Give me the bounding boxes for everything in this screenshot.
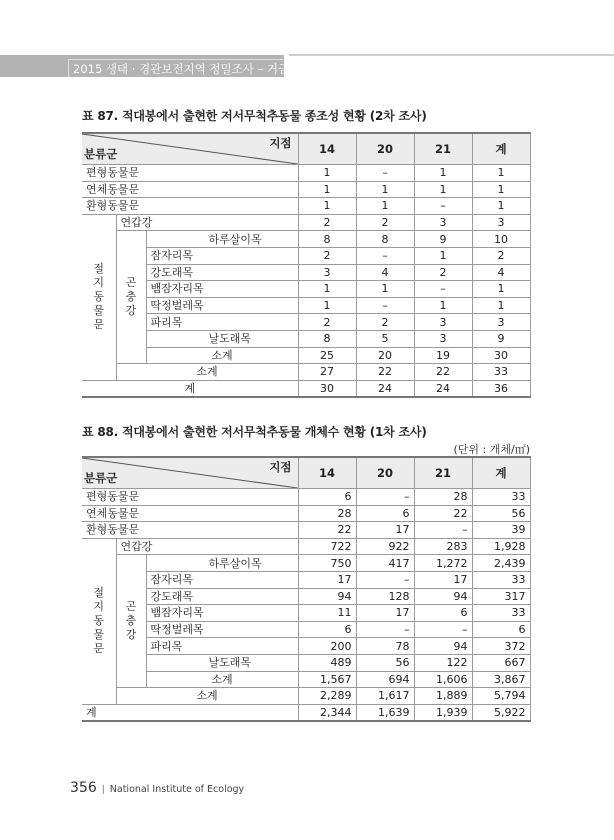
- cell-value: 25: [298, 347, 356, 364]
- table-row: [82, 347, 530, 364]
- row-label: 편형동물문: [82, 165, 298, 182]
- cell-value: –: [414, 522, 472, 539]
- table-row: [82, 297, 530, 314]
- row-label: 뱀잠자리목: [146, 605, 298, 622]
- cell-value: 3: [414, 314, 472, 331]
- table-row: [82, 605, 530, 622]
- table88-caption: 표 88. 적대봉에서 출현한 저서무척추동물 개체수 현황 (1차 조사): [82, 425, 427, 439]
- cell-value: 6: [298, 621, 356, 638]
- cell-value: 56: [356, 654, 414, 671]
- row-label: 날도래목: [146, 330, 298, 347]
- cell-value: 9: [472, 330, 530, 347]
- cell-value: 2: [356, 314, 414, 331]
- table-row: [82, 671, 530, 688]
- cell-value: 30: [298, 380, 356, 397]
- cell-value: 11: [298, 605, 356, 622]
- cell-value: 2,289: [298, 688, 356, 705]
- table-row: [82, 247, 530, 264]
- page-footer: [70, 780, 244, 796]
- table-row: [82, 281, 530, 298]
- cell-value: 2: [298, 314, 356, 331]
- row-label: 강도래목: [146, 588, 298, 605]
- phylum-group-label-cell: [82, 538, 116, 704]
- cell-value: 22: [356, 364, 414, 381]
- cell-value: 1: [472, 297, 530, 314]
- cell-value: 28: [414, 489, 472, 506]
- cell-value: 33: [472, 489, 530, 506]
- cell-value: 1: [472, 281, 530, 298]
- row-label: 하루살이목: [146, 555, 298, 572]
- table87: [82, 132, 531, 398]
- table88: [82, 456, 531, 722]
- row-label: 편형동물문: [82, 489, 298, 506]
- cell-value: 1: [414, 165, 472, 182]
- cell-value: 36: [472, 380, 530, 397]
- cell-value: 24: [356, 380, 414, 397]
- cell-value: 2: [298, 247, 356, 264]
- cell-value: 6: [356, 505, 414, 522]
- cell-value: 128: [356, 588, 414, 605]
- row-label: 딱정벌레목: [146, 297, 298, 314]
- column-header-total: 계: [472, 133, 530, 165]
- cell-value: 22: [414, 364, 472, 381]
- row-label: 하루살이목: [146, 231, 298, 248]
- cell-value: –: [356, 297, 414, 314]
- cell-value: 1: [298, 297, 356, 314]
- row-label-total: 계: [82, 704, 298, 721]
- table88-corner-cell: [82, 457, 298, 489]
- row-label: 뱀잠자리목: [146, 281, 298, 298]
- cell-value: 2,439: [472, 555, 530, 572]
- column-header-total: 계: [472, 457, 530, 489]
- cell-value: 22: [298, 522, 356, 539]
- cell-value: 1: [414, 297, 472, 314]
- cell-value: –: [414, 198, 472, 215]
- cell-value: 30: [472, 347, 530, 364]
- cell-value: 1: [472, 198, 530, 215]
- table87-caption: 표 87. 적대봉에서 출현한 저서무척추동물 종조성 현황 (2차 조사): [82, 109, 427, 123]
- row-label: 연갑강: [116, 538, 298, 555]
- cell-value: 17: [298, 571, 356, 588]
- row-label: 환형동물문: [82, 198, 298, 215]
- table-row: [82, 314, 530, 331]
- cell-value: 200: [298, 638, 356, 655]
- cell-value: 6: [414, 605, 472, 622]
- cell-value: 1: [298, 165, 356, 182]
- row-label: 연체동물문: [82, 505, 298, 522]
- table-row: [82, 214, 530, 231]
- table88-header-row: [82, 457, 530, 489]
- phylum-group-label: 절지동물문: [93, 586, 105, 656]
- corner-label-taxon: 분류군: [84, 147, 118, 161]
- row-label: 소계: [146, 347, 298, 364]
- corner-label-site: 지점: [269, 136, 292, 150]
- cell-value: –: [414, 621, 472, 638]
- class-group-label: 곤충강: [125, 276, 137, 318]
- cell-value: 667: [472, 654, 530, 671]
- cell-value: 1: [472, 165, 530, 182]
- row-label-total: 계: [82, 380, 298, 397]
- cell-value: 2: [472, 247, 530, 264]
- cell-value: 39: [472, 522, 530, 539]
- table-row: [82, 264, 530, 281]
- cell-value: 4: [356, 264, 414, 281]
- row-label: 소계: [146, 671, 298, 688]
- cell-value: 33: [472, 364, 530, 381]
- cell-value: –: [356, 571, 414, 588]
- cell-value: 1: [356, 281, 414, 298]
- table-row: [82, 538, 530, 555]
- cell-value: 2: [414, 264, 472, 281]
- cell-value: 17: [356, 522, 414, 539]
- column-header: 21: [414, 457, 472, 489]
- table-row: [82, 231, 530, 248]
- cell-value: 2: [298, 214, 356, 231]
- table-row: [82, 165, 530, 182]
- table-row: [82, 181, 530, 198]
- cell-value: 1: [356, 198, 414, 215]
- cell-value: 19: [414, 347, 472, 364]
- page-number: 356: [70, 780, 97, 796]
- table-row: [82, 505, 530, 522]
- cell-value: 750: [298, 555, 356, 572]
- table-row: [82, 654, 530, 671]
- cell-value: 122: [414, 654, 472, 671]
- cell-value: 94: [298, 588, 356, 605]
- table-row: [82, 621, 530, 638]
- row-label-subtotal: 소계: [116, 688, 298, 705]
- column-header: 14: [298, 133, 356, 165]
- class-group-label-cell: [116, 555, 146, 688]
- row-label: 딱정벌레목: [146, 621, 298, 638]
- cell-value: –: [356, 621, 414, 638]
- cell-value: 94: [414, 588, 472, 605]
- cell-value: 1,639: [356, 704, 414, 721]
- cell-value: 372: [472, 638, 530, 655]
- cell-value: 5,922: [472, 704, 530, 721]
- cell-value: 17: [414, 571, 472, 588]
- table-row: [82, 571, 530, 588]
- cell-value: 1,939: [414, 704, 472, 721]
- corner-label-site: 지점: [269, 460, 292, 474]
- cell-value: 694: [356, 671, 414, 688]
- cell-value: 489: [298, 654, 356, 671]
- cell-value: 1,567: [298, 671, 356, 688]
- cell-value: 3: [472, 314, 530, 331]
- row-label: 연갑강: [116, 214, 298, 231]
- table-row: [82, 198, 530, 215]
- cell-value: 5,794: [472, 688, 530, 705]
- cell-value: 1: [298, 181, 356, 198]
- cell-value: 8: [298, 231, 356, 248]
- cell-value: 3: [472, 214, 530, 231]
- cell-value: 8: [298, 330, 356, 347]
- cell-value: 922: [356, 538, 414, 555]
- phylum-group-label: 절지동물문: [93, 262, 105, 332]
- row-label: 파리목: [146, 638, 298, 655]
- table-row: [82, 364, 530, 381]
- row-label-subtotal: 소계: [116, 364, 298, 381]
- cell-value: 5: [356, 330, 414, 347]
- cell-value: 22: [414, 505, 472, 522]
- cell-value: 1,928: [472, 538, 530, 555]
- corner-label-taxon: 분류군: [84, 471, 118, 485]
- cell-value: 1: [414, 181, 472, 198]
- table-row: [82, 522, 530, 539]
- cell-value: –: [356, 165, 414, 182]
- table-row: [82, 489, 530, 506]
- cell-value: 3: [414, 330, 472, 347]
- cell-value: 4: [472, 264, 530, 281]
- table87-header-row: [82, 133, 530, 165]
- table88-unit: (단위 : 개체/㎡): [453, 443, 530, 456]
- cell-value: 1: [298, 281, 356, 298]
- class-group-label: 곤충강: [125, 600, 137, 642]
- cell-value: 24: [414, 380, 472, 397]
- row-label: 파리목: [146, 314, 298, 331]
- cell-value: 1: [356, 181, 414, 198]
- cell-value: 283: [414, 538, 472, 555]
- cell-value: 20: [356, 347, 414, 364]
- running-header-title: 2015 생태 · 경관보전지역 정밀조사 – 거금도 적대봉: [68, 59, 283, 77]
- cell-value: 417: [356, 555, 414, 572]
- cell-value: –: [356, 489, 414, 506]
- cell-value: 6: [472, 621, 530, 638]
- cell-value: 722: [298, 538, 356, 555]
- cell-value: 78: [356, 638, 414, 655]
- cell-value: 3,867: [472, 671, 530, 688]
- footer-separator: |: [101, 785, 105, 795]
- header-rule: [289, 54, 614, 56]
- column-header: 21: [414, 133, 472, 165]
- row-label: 잠자리목: [146, 571, 298, 588]
- row-label: 연체동물문: [82, 181, 298, 198]
- cell-value: 3: [298, 264, 356, 281]
- footer-organization: National Institute of Ecology: [109, 784, 245, 795]
- cell-value: 8: [356, 231, 414, 248]
- table-row: [82, 330, 530, 347]
- table-row: [82, 638, 530, 655]
- cell-value: 10: [472, 231, 530, 248]
- table-row: [82, 380, 530, 397]
- cell-value: 1,617: [356, 688, 414, 705]
- cell-value: 1: [298, 198, 356, 215]
- cell-value: 1,272: [414, 555, 472, 572]
- table-row: [82, 704, 530, 721]
- cell-value: 2,344: [298, 704, 356, 721]
- table-row: [82, 588, 530, 605]
- cell-value: 56: [472, 505, 530, 522]
- column-header: 20: [356, 133, 414, 165]
- cell-value: 1: [414, 247, 472, 264]
- cell-value: 33: [472, 605, 530, 622]
- cell-value: –: [356, 247, 414, 264]
- cell-value: 1,889: [414, 688, 472, 705]
- cell-value: 17: [356, 605, 414, 622]
- cell-value: 33: [472, 571, 530, 588]
- cell-value: 27: [298, 364, 356, 381]
- phylum-group-label-cell: [82, 214, 116, 380]
- column-header: 14: [298, 457, 356, 489]
- cell-value: 28: [298, 505, 356, 522]
- cell-value: –: [414, 281, 472, 298]
- table87-corner-cell: [82, 133, 298, 165]
- cell-value: 94: [414, 638, 472, 655]
- cell-value: 1,606: [414, 671, 472, 688]
- class-group-label-cell: [116, 231, 146, 364]
- cell-value: 317: [472, 588, 530, 605]
- cell-value: 9: [414, 231, 472, 248]
- row-label: 강도래목: [146, 264, 298, 281]
- row-label: 날도래목: [146, 654, 298, 671]
- table-row: [82, 688, 530, 705]
- cell-value: 6: [298, 489, 356, 506]
- cell-value: 2: [356, 214, 414, 231]
- table-row: [82, 555, 530, 572]
- row-label: 잠자리목: [146, 247, 298, 264]
- row-label: 환형동물문: [82, 522, 298, 539]
- cell-value: 3: [414, 214, 472, 231]
- column-header: 20: [356, 457, 414, 489]
- cell-value: 1: [472, 181, 530, 198]
